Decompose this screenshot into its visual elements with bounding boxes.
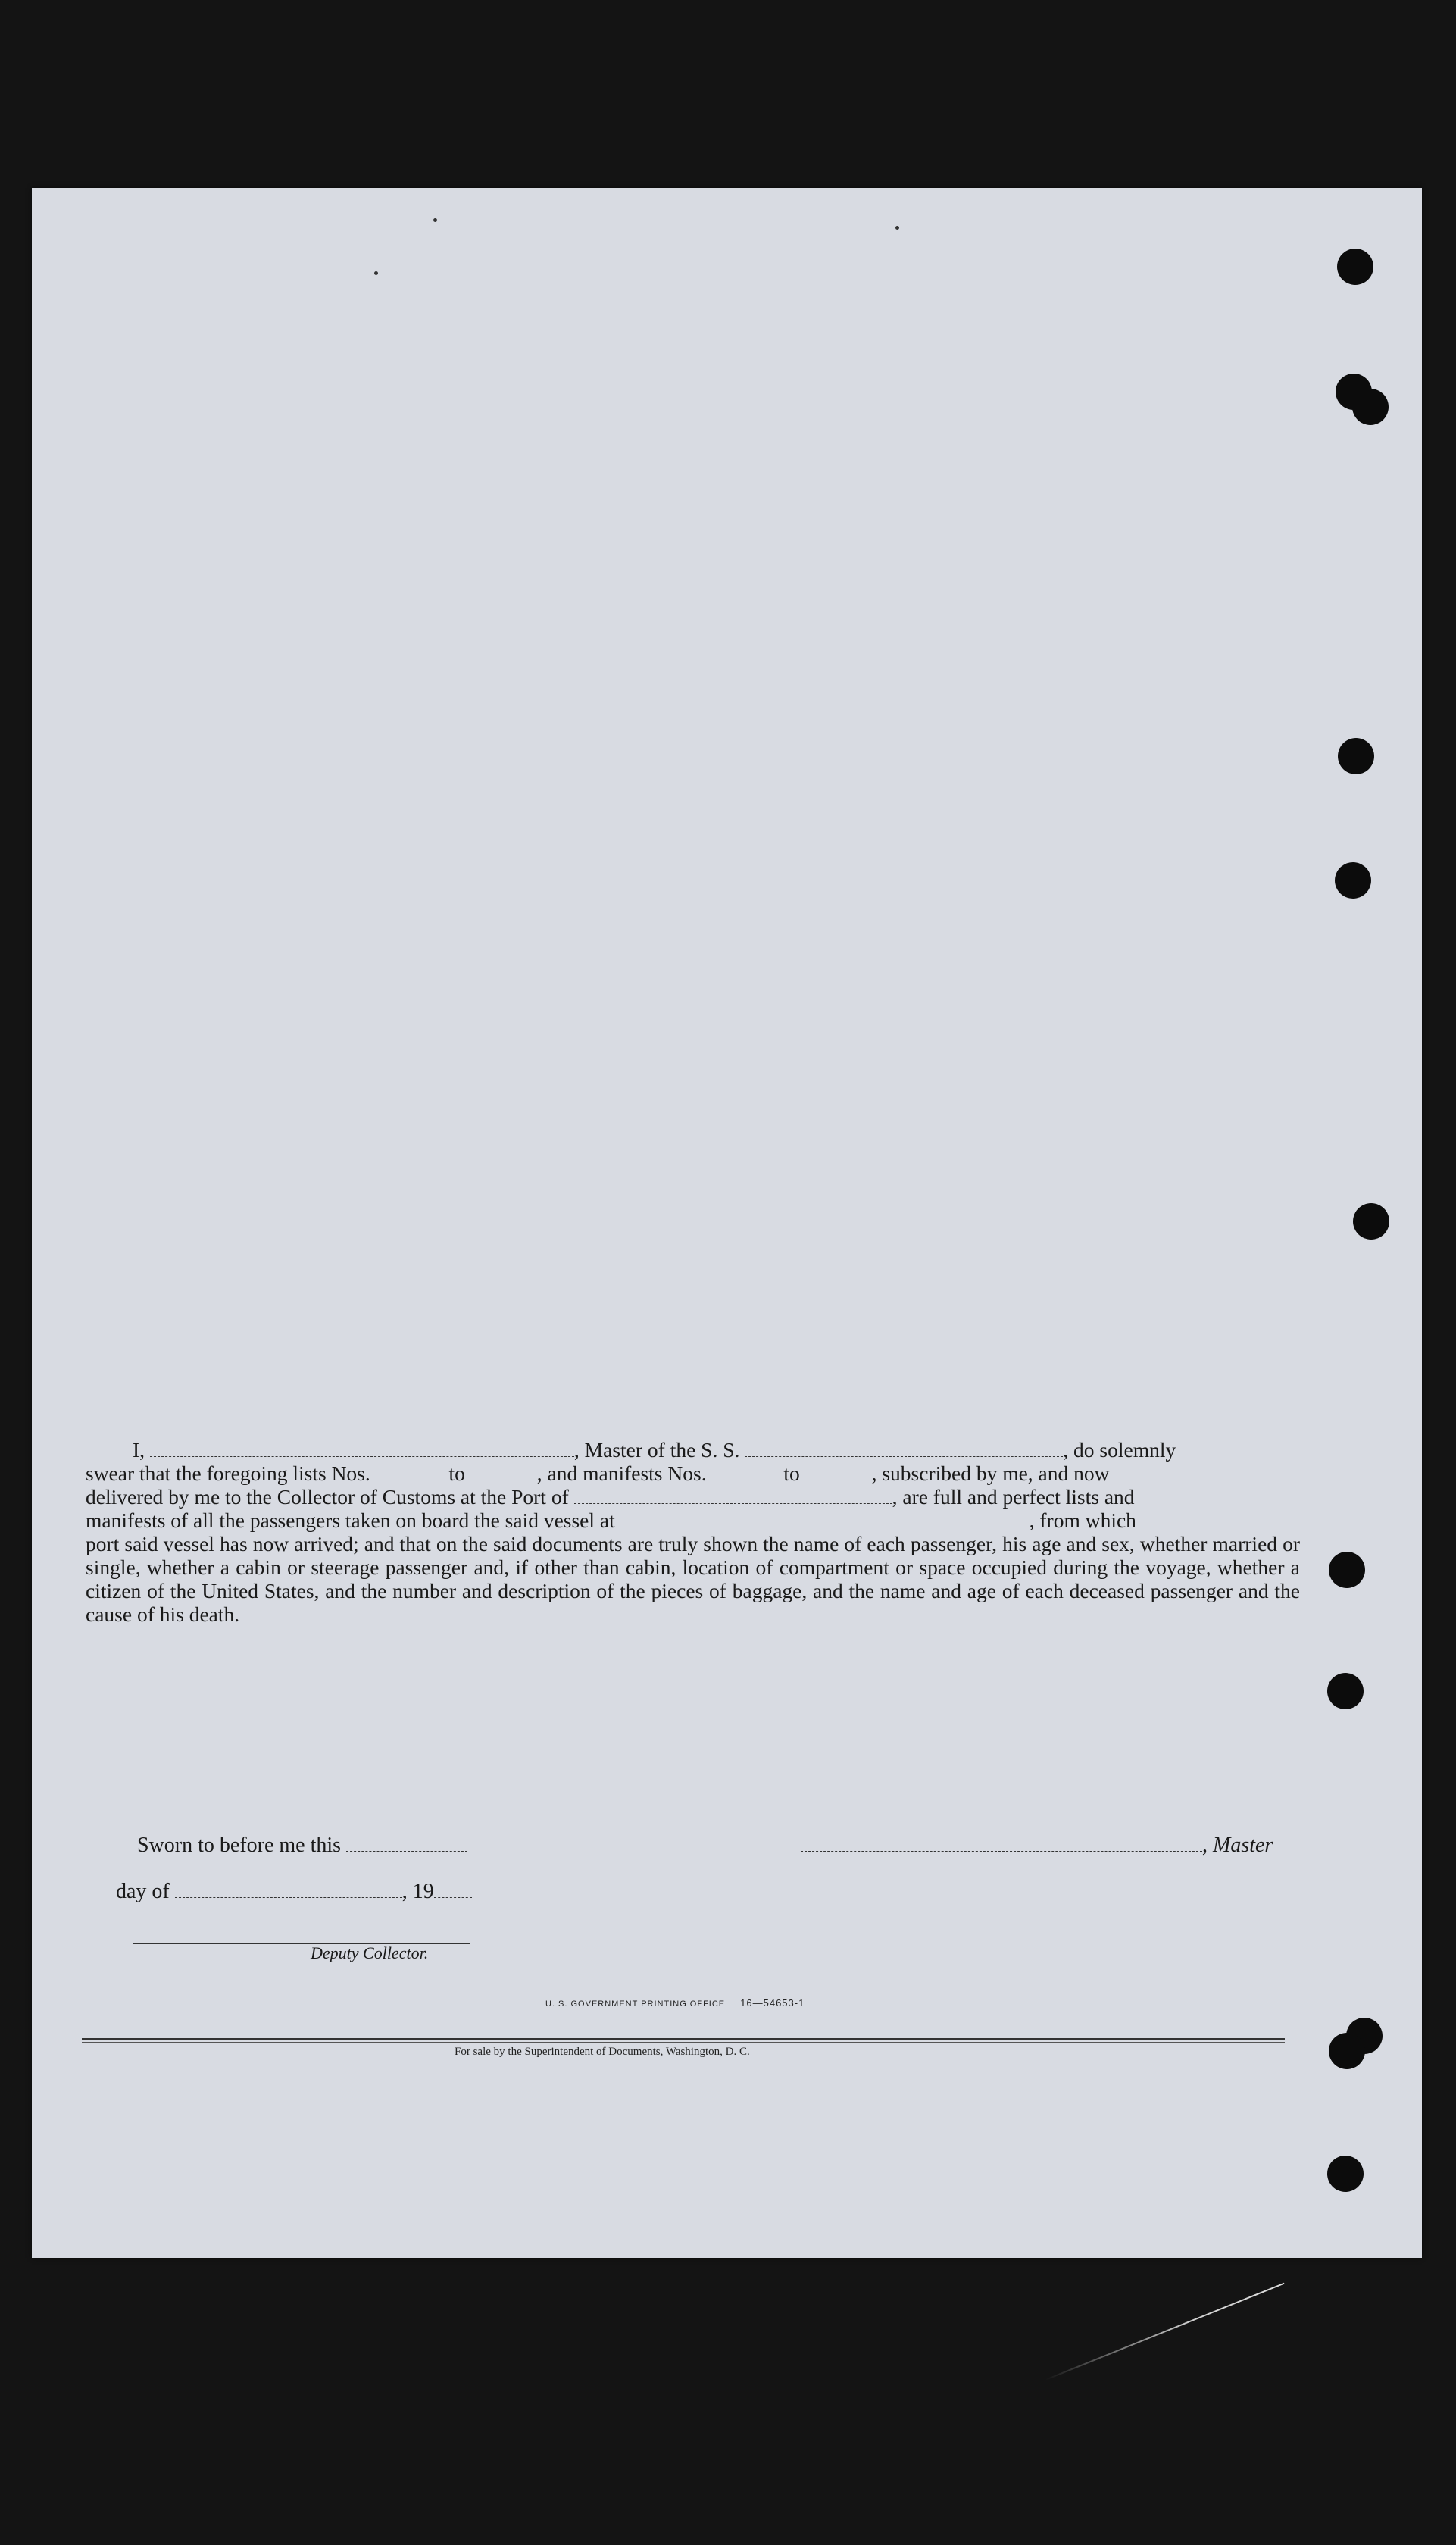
form-number: 16—54653-1 [740,1997,805,2009]
master-label: , Master [1202,1834,1273,1857]
punch-hole [1329,1552,1365,1588]
oath-text: to [448,1462,465,1485]
punch-hole [1352,389,1389,425]
departure-port-blank [620,1512,1030,1527]
year-label: , 19 [401,1880,434,1903]
oath-line-2 [86,1462,1300,1485]
sworn-row [137,1834,467,1858]
master-signature-row [801,1834,1273,1858]
oath-text: , Master of the S. S. [573,1438,740,1462]
oath-text: delivered by me to the Collector of Customs at the Port of [86,1485,569,1509]
master-signature-blank [801,1836,1202,1852]
year-blank [434,1882,472,1898]
day-of-label: day of [116,1880,170,1903]
list-to-blank [470,1465,537,1480]
month-blank [175,1882,402,1898]
sale-notice: For sale by the Superintendent of Documents, Washington, D. C. [455,2046,750,2058]
oath-text: manifests of all the passengers taken on board the said vessel at [86,1509,615,1532]
oath-text: , do solemnly [1063,1438,1176,1462]
speck [374,271,378,275]
oath-text: port said vessel has now arrived; and that on the said documents are truly shown the name of each passenger, his age and sex, whether married or single, whether a cabin or steerage passenger and, if other than cabin, location of compartment or space occupied during the voyage, whether a citizen of the United States, and the number and description of the pieces of baggage, and the name and age of each deceased passenger and the cause of his death. [86,1532,1300,1626]
oath-text: , and manifests Nos. [536,1462,707,1485]
ship-name-blank [745,1441,1063,1457]
footer-rule [82,2038,1285,2040]
deputy-collector-label: Deputy Collector. [311,1943,429,1962]
oath-line-3 [86,1485,1300,1509]
sworn-date-blank [346,1836,467,1852]
oath-text: , are full and perfect lists and [892,1485,1135,1509]
punch-hole [1353,1203,1389,1240]
speck [895,226,899,230]
oath-line-1 [86,1438,1300,1462]
manifest-to-blank [805,1465,872,1480]
oath-paragraph [86,1438,1300,1626]
oath-text: I, [133,1438,145,1462]
list-from-blank [376,1465,444,1480]
day-of-row [116,1880,472,1904]
punch-hole [1329,2033,1365,2069]
film-scratch [1045,2283,1285,2381]
oath-line-4 [86,1509,1300,1532]
oath-text: to [783,1462,800,1485]
manifest-from-blank [711,1465,778,1480]
oath-text: swear that the foregoing lists Nos. [86,1462,370,1485]
gpo-text: U. S. GOVERNMENT PRINTING OFFICE [545,1999,726,2009]
punch-hole [1335,862,1371,899]
printer-imprint [545,1997,805,2009]
footer-rule [82,2042,1285,2043]
punch-hole [1327,2156,1364,2192]
sworn-label: Sworn to before me this [137,1834,342,1857]
punch-hole [1337,249,1373,285]
punch-hole [1327,1673,1364,1709]
oath-text: , from which [1029,1509,1136,1532]
document-page [32,188,1422,2258]
port-blank [574,1488,892,1504]
master-name-blank [150,1441,574,1457]
speck [433,218,437,222]
oath-text: , subscribed by me, and now [871,1462,1110,1485]
punch-hole [1338,738,1374,774]
